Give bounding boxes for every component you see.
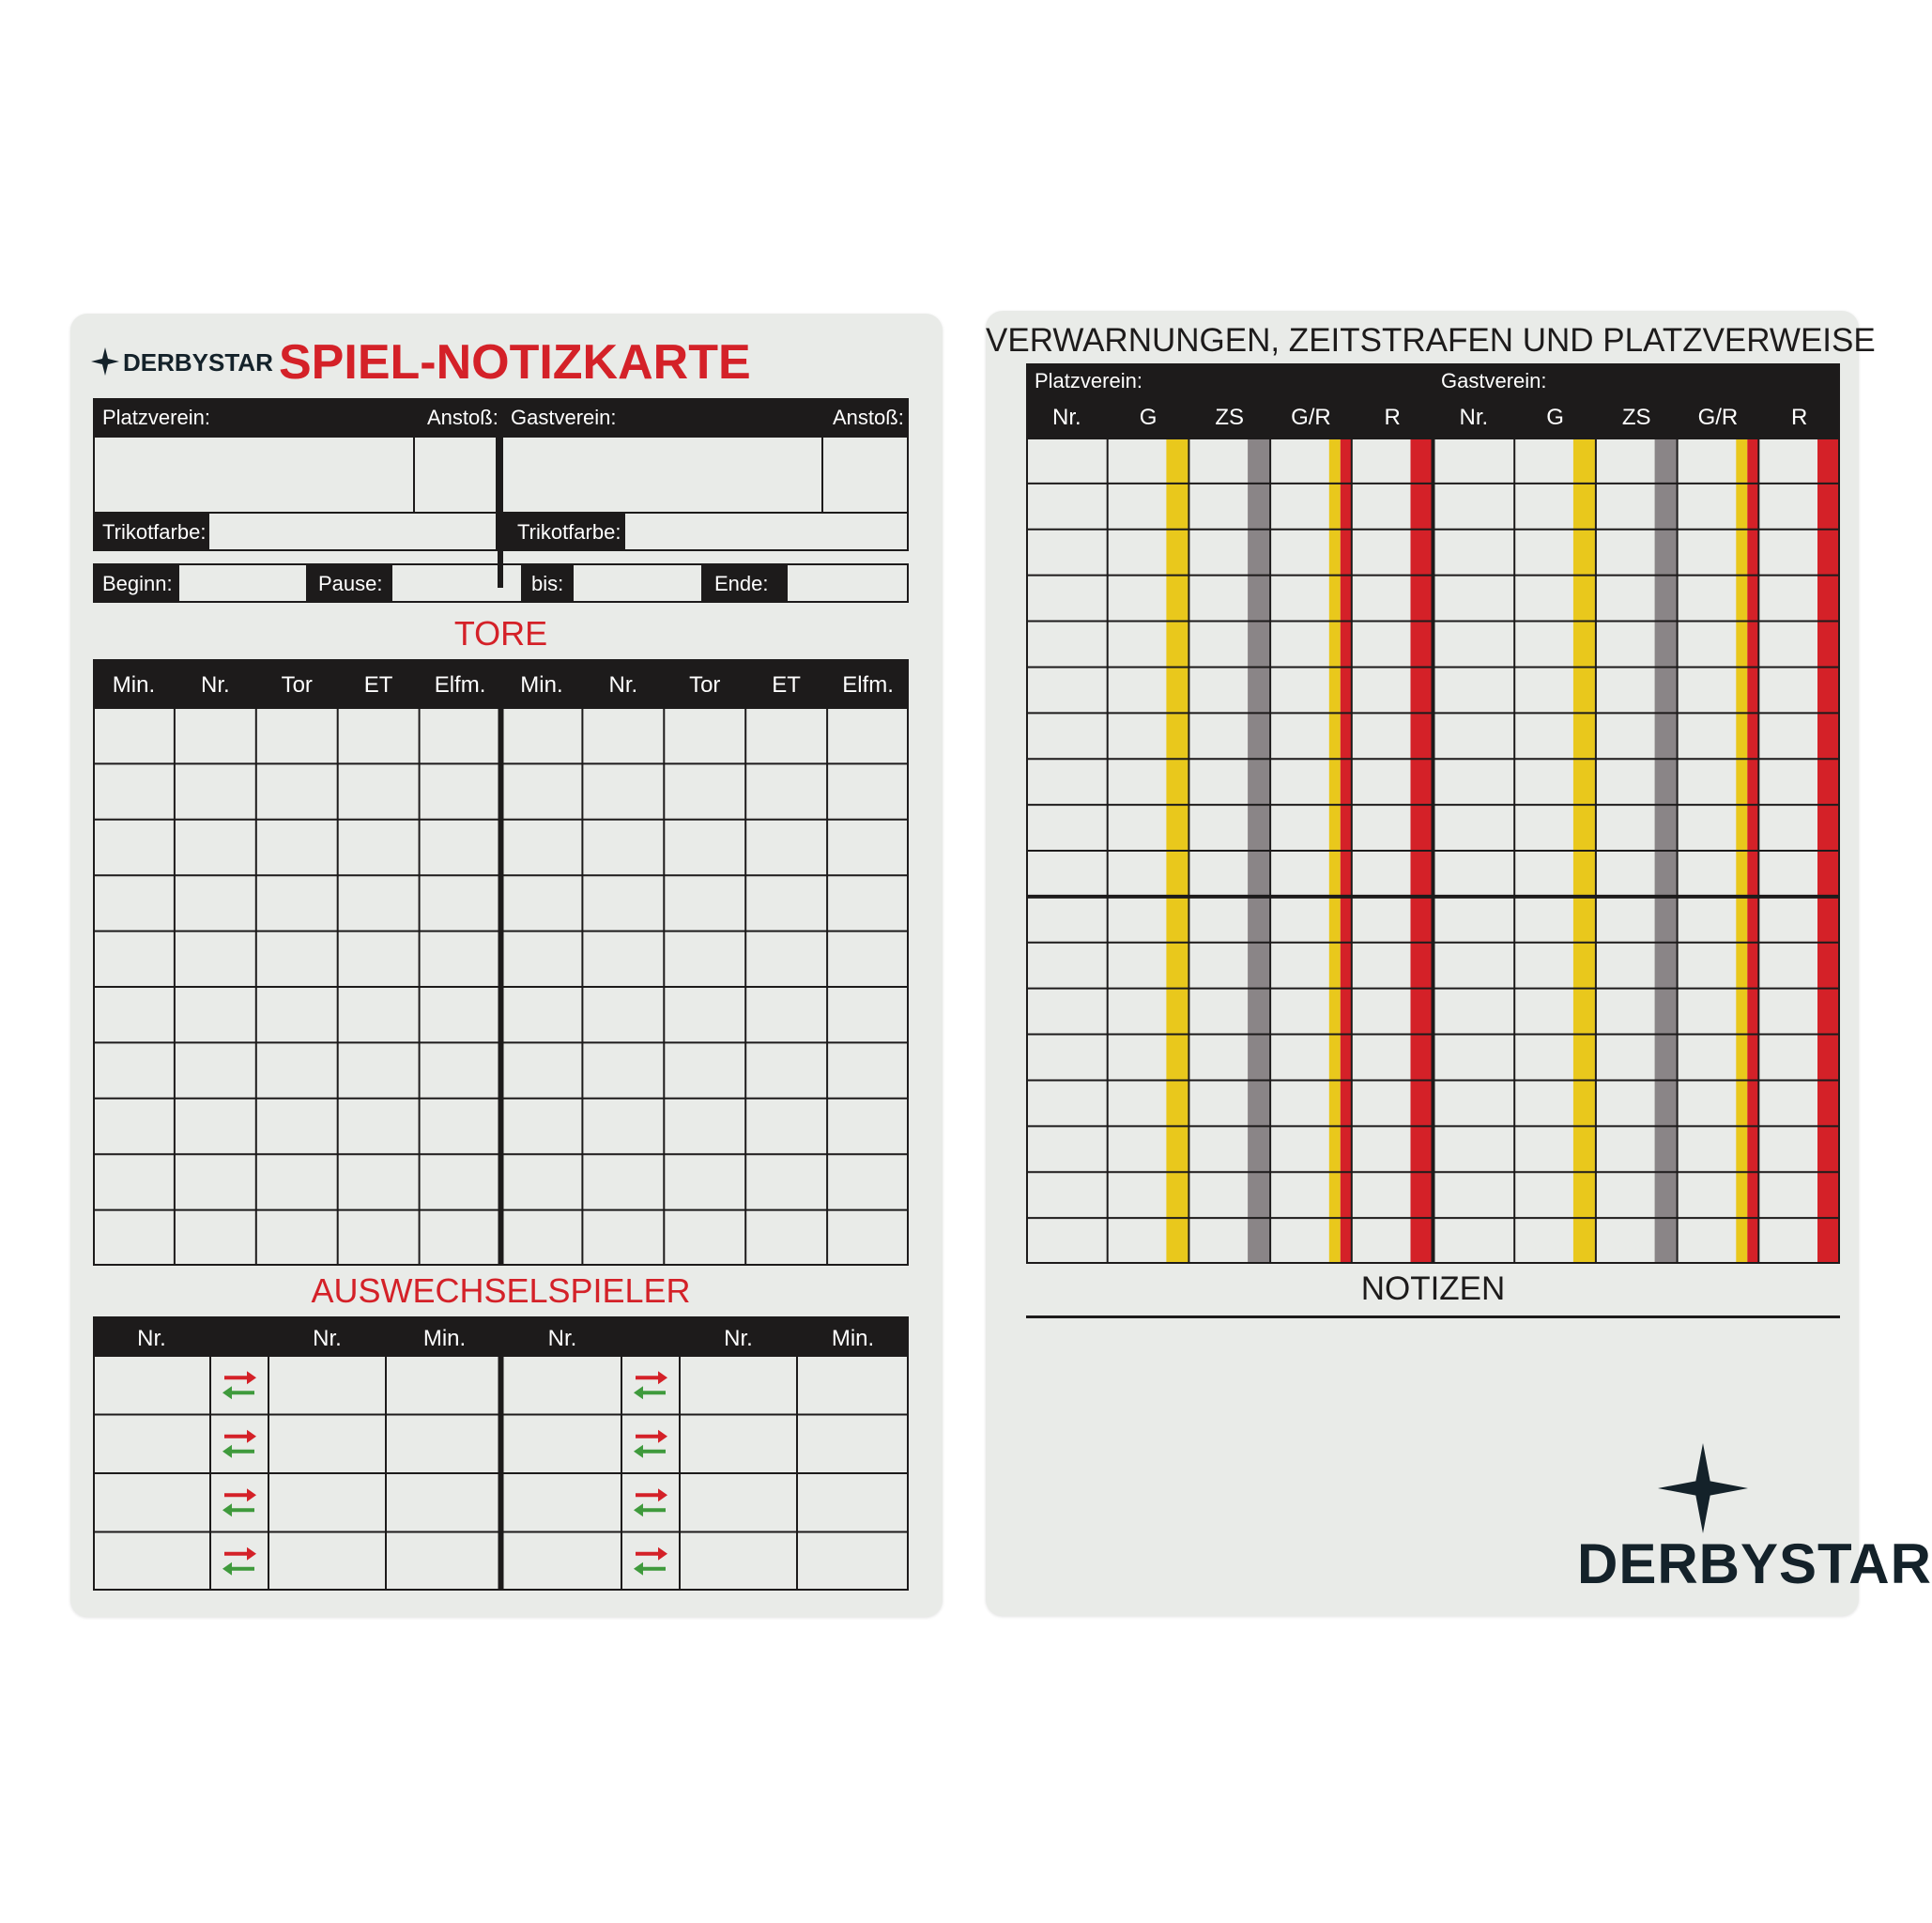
until-label: bis: — [531, 572, 564, 595]
subs-grid[interactable] — [93, 1356, 909, 1591]
swap-arrows-icon — [634, 1547, 667, 1576]
subs-title: AUSWECHSELSPIELER — [311, 1271, 691, 1310]
home-kickoff-label: Anstoß: — [427, 406, 498, 429]
derbystar-star-icon-large — [1658, 1443, 1748, 1533]
cautions-title: VERWARNUNGEN, ZEITSTRAFEN UND PLATZVERWEISE — [986, 322, 1876, 359]
away-team-label: Gastverein: — [511, 406, 617, 429]
column-header: G — [1546, 405, 1564, 430]
column-header: Nr. — [201, 672, 230, 698]
swap-arrows-icon — [222, 1371, 256, 1399]
away-kickoff-label: Anstoß: — [833, 406, 904, 429]
column-header: G/R — [1697, 405, 1739, 430]
column-header: Nr. — [608, 672, 638, 698]
column-header: Min. — [831, 1326, 875, 1351]
column-header: R — [1790, 405, 1808, 430]
brand-logo-large: DERBYSTAR — [1577, 1532, 1932, 1595]
notes-title: NOTIZEN — [1360, 1270, 1506, 1307]
column-header: ZS — [1215, 405, 1245, 430]
center-divider — [498, 1356, 504, 1591]
center-divider — [498, 708, 504, 1266]
column-header: G/R — [1291, 405, 1331, 430]
column-header: Elfm. — [842, 672, 894, 698]
column-header: Nr. — [137, 1326, 166, 1351]
home-kit-field[interactable] — [209, 514, 498, 551]
column-header: Elfm. — [434, 672, 486, 698]
swap-arrows-icon — [222, 1430, 256, 1458]
column-header: Min. — [112, 672, 156, 698]
column-header: ZS — [1621, 405, 1651, 430]
goals-title: TORE — [453, 614, 548, 653]
column-header: Nr. — [1052, 405, 1081, 430]
cautions-away-team-label: Gastverein: — [1441, 369, 1547, 392]
column-header: R — [1384, 405, 1401, 430]
end-time-field[interactable] — [788, 563, 909, 603]
until-time-field[interactable] — [574, 563, 701, 603]
home-kit-label: Trikotfarbe: — [102, 520, 207, 544]
end-label: Ende: — [714, 572, 769, 595]
away-kit-field[interactable] — [625, 514, 909, 551]
column-header: Nr. — [547, 1326, 577, 1351]
derbystar-star-icon — [91, 347, 119, 376]
column-header: Tor — [689, 672, 721, 698]
away-kit-label: Trikotfarbe: — [517, 520, 621, 544]
swap-arrows-icon — [222, 1488, 256, 1516]
home-team-field[interactable] — [93, 438, 415, 514]
column-header: ET — [363, 672, 393, 698]
break-label: Pause: — [318, 572, 383, 595]
column-header: Tor — [281, 672, 313, 698]
away-team-field[interactable] — [503, 438, 823, 514]
swap-arrows-icon — [634, 1371, 667, 1399]
away-kickoff-field[interactable] — [823, 438, 909, 514]
swap-arrows-icon — [634, 1488, 667, 1516]
home-team-label: Platzverein: — [102, 406, 210, 429]
match-note-card-front — [70, 314, 943, 1617]
start-label: Beginn: — [102, 572, 173, 595]
column-header: Nr. — [313, 1326, 342, 1351]
column-header: Min. — [422, 1326, 467, 1351]
column-header: Nr. — [1459, 405, 1489, 430]
column-header: Nr. — [724, 1326, 753, 1351]
match-note-card-back — [986, 311, 1932, 1616]
break-time-field[interactable] — [392, 563, 521, 603]
card-title: SPIEL-NOTIZKARTE — [279, 335, 751, 390]
cautions-grid[interactable] — [1026, 438, 1840, 1264]
home-kickoff-field[interactable] — [415, 438, 498, 514]
goals-grid[interactable] — [93, 708, 909, 1266]
brand-logo-small: DERBYSTAR — [123, 348, 273, 377]
start-time-field[interactable] — [179, 563, 306, 603]
column-header: G — [1139, 405, 1158, 430]
column-header: ET — [772, 672, 801, 698]
swap-arrows-icon — [222, 1547, 256, 1576]
column-header: Min. — [520, 672, 563, 698]
cautions-home-team-label: Platzverein: — [1035, 369, 1142, 392]
team-header-bar — [93, 398, 909, 438]
swap-arrows-icon — [634, 1430, 667, 1458]
